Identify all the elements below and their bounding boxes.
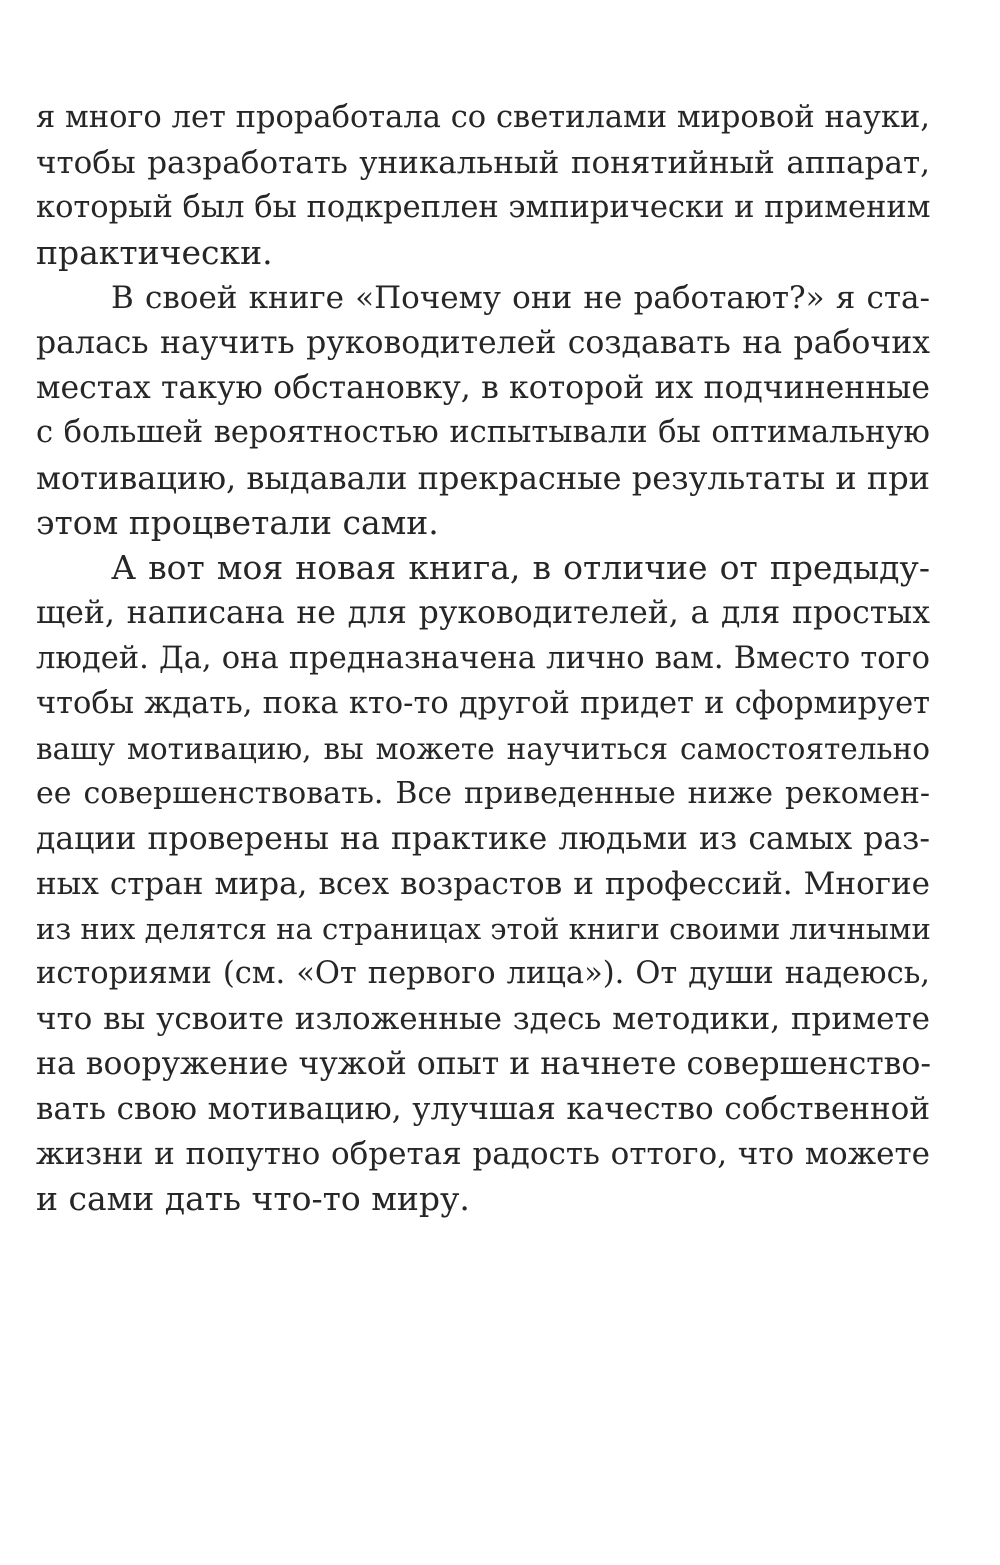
text-line: ралась научить руководителей создавать на рабочих [36,325,930,361]
text-line: из них делятся на страницах этой книги своими личными [36,912,931,946]
text-line: на вооружение чужой опыт и начнете совершенство- [36,1046,931,1082]
text-line: дации проверены на практике людьми из самых раз- [36,821,930,857]
text-line: местах такую обстановку, в которой их подчиненные [36,370,930,406]
text-line: с большей вероятностью испытывали бы оптимальную [36,415,930,450]
text-line: щей, написана не для руководителей, а для простых [36,595,930,631]
text-line: я много лет проработала со светилами мировой науки, [36,100,930,135]
text-line: ее совершенствовать. Все приведенные ниже рекомен- [36,776,930,811]
text-line: вать свою мотивацию, улучшая качество собственной [36,1091,930,1127]
text-line: и сами дать что-то миру. [36,1179,470,1218]
text-line: чтобы разработать уникальный понятийный аппарат, [36,145,930,181]
text-line: который был бы подкреплен эмпирически и применим [36,190,931,225]
text-line: мотивацию, выдавали прекрасные результаты и при [36,459,930,497]
paragraph-first-line: А вот моя новая книга, в отличие от предыду- [111,548,930,587]
text-line: практически. [36,233,273,272]
text-line: жизни и попутно обретая радость оттого, что можете [36,1136,930,1172]
text-line: вашу мотивацию, вы можете научиться самостоятельно [36,732,930,766]
text-line: чтобы ждать, пока кто-то другой придет и сформирует [36,686,930,721]
paragraph-first-line: В своей книге «Почему они не работают?» я ста- [111,280,930,316]
text-line: этом процветали сами. [36,503,439,542]
text-line: что вы усвоите изложенные здесь методики, примете [36,1001,930,1037]
body-text [36,0,930,1565]
text-line: людей. Да, она предназначена лично вам. Вместо того [36,641,930,676]
text-line: историями (см. «От первого лица»). От души надеюсь, [36,956,930,991]
text-line: ных стран мира, всех возрастов и профессий. Многие [36,866,930,902]
